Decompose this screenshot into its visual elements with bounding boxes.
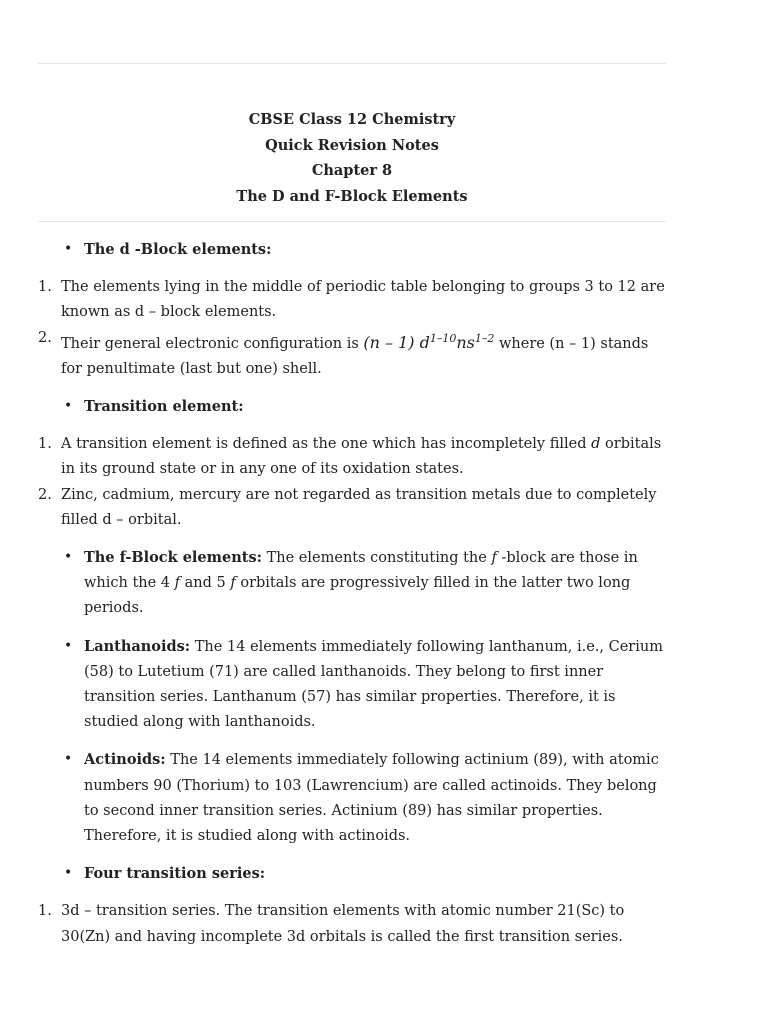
bullet-icon: • <box>64 865 73 882</box>
actinoids-paragraph <box>38 747 666 849</box>
config-superscript: 1–10 <box>429 331 457 345</box>
list-item-text: The elements lying in the middle of periodic table belonging to groups 3 to 12 are known as d – block elements. <box>61 279 665 321</box>
lanthanoids-paragraph <box>38 634 666 736</box>
list-item <box>38 326 666 382</box>
list-item <box>38 432 666 482</box>
d-block-heading-text: The d -Block elements: <box>84 241 272 258</box>
list-item <box>38 899 666 949</box>
transition-list <box>38 432 666 533</box>
paragraph-text: -block are those in which the 4 <box>84 550 638 592</box>
bullet-icon: • <box>64 637 73 654</box>
top-divider <box>38 63 666 64</box>
list-number: 1. <box>38 903 52 920</box>
d-block-heading <box>38 237 666 263</box>
list-item-text: where (n – 1) stands for penultimate (last but one) shell. <box>61 335 649 377</box>
f-block-paragraph <box>38 545 666 622</box>
bullet-icon: • <box>64 241 73 257</box>
actinoids-label: Actinoids: <box>84 751 166 769</box>
four-series-heading <box>38 861 666 887</box>
title-divider <box>38 221 666 222</box>
config-part: (n – 1) d <box>363 332 430 352</box>
emphasis: f <box>174 575 181 592</box>
paragraph-text: and 5 <box>180 575 231 592</box>
list-item-text: Their general electronic configuration is <box>61 335 364 352</box>
bullet-icon: • <box>64 398 73 415</box>
list-number: 1. <box>38 436 52 453</box>
paragraph-text: The 14 elements immediately following actinium (89), with atomic numbers 90 (Thorium) to 103 (Lawrencium) are called actinoids. They belong to second inner transition series. Actinium (89) has similar properties. Therefore, it is studied along with actinoids. <box>84 752 659 845</box>
four-series-list <box>38 899 666 949</box>
bullet-icon: • <box>64 549 73 566</box>
list-item <box>38 275 666 325</box>
list-number: 2. <box>38 329 52 346</box>
paragraph-text: The 14 elements immediately following lanthanum, i.e., Cerium (58) to Lutetium (71) are called lanthanoids. They belong to first inner transition series. Lanthanum (57) has similar properties. Therefore, it is studied along with lanthanoids. <box>84 638 663 731</box>
emphasis: f <box>230 575 236 592</box>
list-item-text: A transition element is defined as the one which has incompletely filled <box>61 436 592 453</box>
emphasis: f <box>491 550 497 567</box>
paragraph-text: The elements constituting the <box>262 550 492 567</box>
title-line-2: Quick Revision Notes <box>265 136 439 154</box>
list-number: 1. <box>38 279 52 296</box>
list-item-text: 3d – transition series. The transition elements with atomic number 21(Sc) to 30(Zn) and having incomplete 3d orbitals is called the first transition series. <box>61 903 625 945</box>
list-item <box>38 483 666 533</box>
notes-content <box>38 237 666 962</box>
title-line-1: CBSE Class 12 Chemistry <box>248 111 456 128</box>
title-block <box>0 107 704 209</box>
f-block-label: The f-Block elements: <box>84 549 262 567</box>
emphasis: d <box>591 436 601 453</box>
title-line-3: Chapter 8 <box>311 162 393 179</box>
config-superscript: 1–2 <box>474 331 495 345</box>
bullet-icon: • <box>64 751 73 768</box>
transition-heading-text: Transition element: <box>84 398 244 416</box>
electron-configuration <box>363 333 494 352</box>
list-item-text: Zinc, cadmium, mercury are not regarded as transition metals due to completely filled d – orbital. <box>61 486 657 528</box>
paragraph-text: orbitals are progressively filled in the latter two long periods. <box>84 575 631 617</box>
list-item-text: orbitals in its ground state or in any one of its oxidation states. <box>61 436 662 478</box>
list-number: 2. <box>38 486 52 503</box>
lanthanoids-label: Lanthanoids: <box>84 637 191 655</box>
transition-heading <box>38 394 666 420</box>
title-line-4: The D and F-Block Elements <box>236 187 468 205</box>
d-block-list <box>38 275 666 382</box>
four-series-heading-text: Four transition series: <box>84 865 266 883</box>
config-part: ns <box>456 332 475 352</box>
